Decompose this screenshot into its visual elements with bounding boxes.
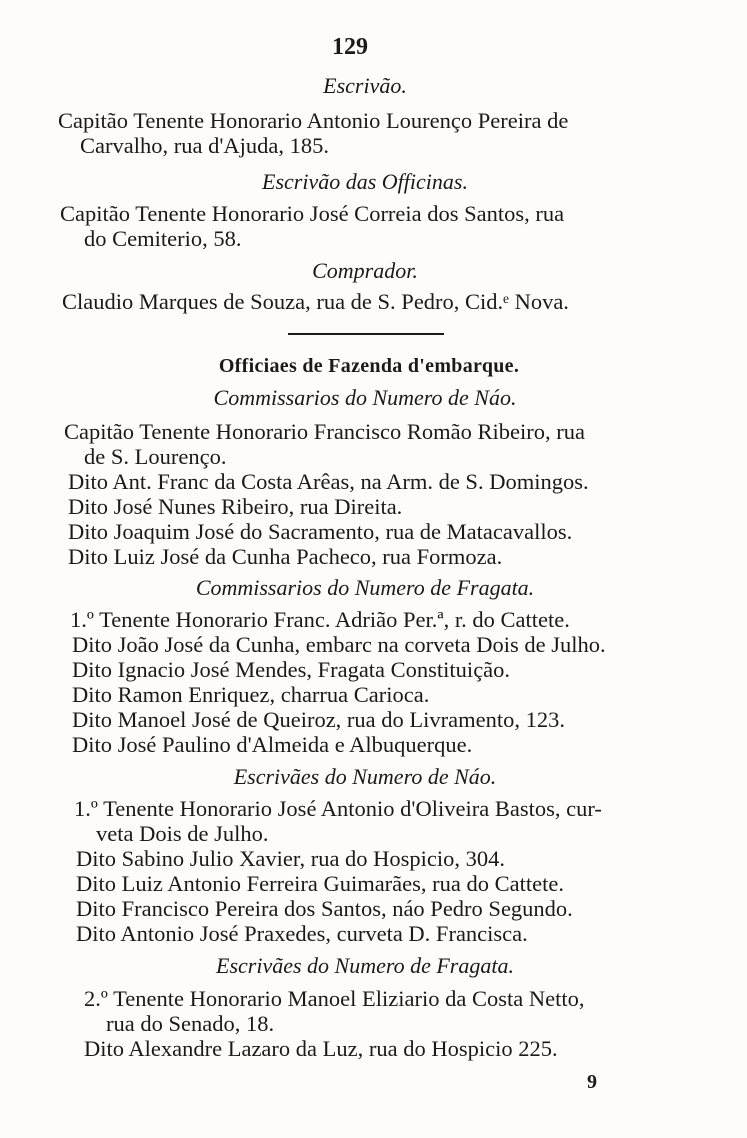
heading-escr-fragata: Escrivães do Numero de Fragata. xyxy=(216,953,514,978)
list-item: Dito Alexandre Lazaro da Luz, rua do Hospicio 225. xyxy=(84,1036,558,1061)
entry-escrivao-line1: Capitão Tenente Honorario Antonio Lourenço Pereira de xyxy=(58,108,569,133)
signature-mark: 9 xyxy=(587,1071,597,1093)
list-item: Dito Francisco Pereira dos Santos, náo Pedro Segundo. xyxy=(76,896,573,921)
entry-officinas-line2: do Cemiterio, 58. xyxy=(84,226,242,251)
list-item: Dito Luiz Antonio Ferreira Guimarães, rua do Cattete. xyxy=(76,871,564,896)
list-item: 1.º Tenente Honorario Franc. Adrião Per.ª, r. do Cattete. xyxy=(70,607,570,632)
list-item: 2.º Tenente Honorario Manoel Eliziario da Costa Netto, xyxy=(84,986,585,1011)
list-item: Dito João José da Cunha, embarc na corveta Dois de Julho. xyxy=(72,632,606,657)
section-divider xyxy=(288,333,444,335)
section-title: Officiaes de Fazenda d'embarque. xyxy=(218,355,520,377)
entry-comprador: Claudio Marques de Souza, rua de S. Pedro, Cid.ᵉ Nova. xyxy=(62,289,569,314)
list-item: 1.º Tenente Honorario José Antonio d'Oliveira Bastos, cur- xyxy=(74,796,602,821)
heading-escrivao: Escrivão. xyxy=(323,73,407,98)
list-item: Dito Sabino Julio Xavier, rua do Hospicio, 304. xyxy=(76,846,506,871)
entry-officinas-line1: Capitão Tenente Honorario José Correia dos Santos, rua xyxy=(60,201,565,226)
heading-officinas: Escrivão das Officinas. xyxy=(262,169,468,194)
list-item: Dito Manoel José de Queiroz, rua do Livramento, 123. xyxy=(72,707,566,732)
heading-comm-nao: Commissarios do Numero de Náo. xyxy=(213,385,517,410)
list-item: Dito Joaquim José do Sacramento, rua de Matacavallos. xyxy=(68,519,573,544)
list-item: rua do Senado, 18. xyxy=(106,1011,275,1036)
list-item: Dito Ignacio José Mendes, Fragata Constituição. xyxy=(72,657,511,682)
page-number: 129 xyxy=(332,34,368,60)
list-item: Dito Antonio José Praxedes, curveta D. Francisca. xyxy=(76,921,528,946)
list-item: Dito José Paulino d'Almeida e Albuquerque. xyxy=(72,732,473,757)
list-item: Dito Ramon Enriquez, charrua Carioca. xyxy=(72,682,430,707)
list-item: Dito Luiz José da Cunha Pacheco, rua Formoza. xyxy=(68,544,503,569)
heading-comm-fragata: Commissarios do Numero de Fragata. xyxy=(195,575,535,600)
list-item: veta Dois de Julho. xyxy=(96,821,269,846)
list-item: Dito José Nunes Ribeiro, rua Direita. xyxy=(68,494,403,519)
list-item: Dito Ant. Franc da Costa Arêas, na Arm. de S. Domingos. xyxy=(68,469,589,494)
heading-escr-nao: Escrivães do Numero de Náo. xyxy=(233,764,497,789)
list-item: Capitão Tenente Honorario Francisco Romão Ribeiro, rua xyxy=(64,419,585,444)
list-item: de S. Lourenço. xyxy=(84,444,227,469)
heading-comprador: Comprador. xyxy=(312,258,418,283)
entry-escrivao-line2: Carvalho, rua d'Ajuda, 185. xyxy=(80,133,329,158)
